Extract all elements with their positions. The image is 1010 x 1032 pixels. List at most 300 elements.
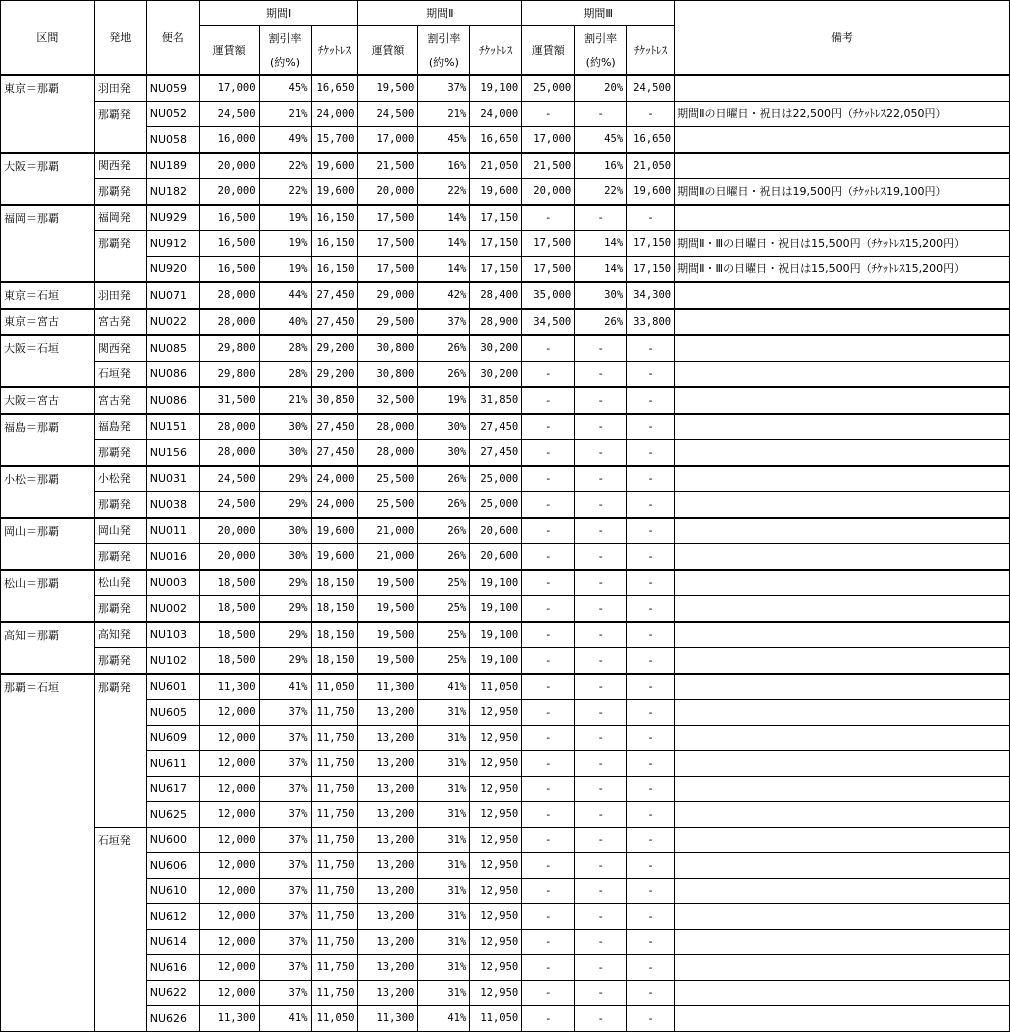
origin-cell: 福岡発 <box>94 205 146 231</box>
p2-ticketless-cell: 12,950 <box>470 751 522 777</box>
table-row <box>1 282 1010 309</box>
p3-ticketless-cell: - <box>627 440 675 466</box>
p2-discount-cell: 31% <box>418 776 470 802</box>
p2-discount-cell: 37% <box>418 75 470 101</box>
p3-ticketless-cell: - <box>627 466 675 492</box>
p2-discount-cell: 31% <box>418 700 470 726</box>
p3-fare-cell: - <box>522 361 575 387</box>
origin-cell <box>94 980 146 1006</box>
remarks-cell <box>675 596 1010 622</box>
section-cell <box>1 256 95 282</box>
p1-ticketless-cell: 18,150 <box>311 622 358 648</box>
table-row <box>1 648 1010 674</box>
p3-ticketless-cell: - <box>627 518 675 544</box>
p1-discount-cell: 37% <box>259 929 311 955</box>
p1-ticketless-cell: 11,750 <box>311 980 358 1006</box>
p2-fare-cell: 32,500 <box>358 387 418 414</box>
origin-cell: 高知発 <box>94 622 146 648</box>
p2-fare-cell: 29,500 <box>358 309 418 336</box>
p3-fare-cell: - <box>522 518 575 544</box>
table-row <box>1 904 1010 930</box>
p2-discount-cell: 25% <box>418 596 470 622</box>
p1-ticketless-cell: 11,750 <box>311 776 358 802</box>
p1-fare-cell: 16,500 <box>199 231 259 257</box>
section-cell <box>1 440 95 466</box>
p1-discount-cell: 29% <box>259 648 311 674</box>
flight-cell: NU189 <box>146 153 199 179</box>
p1-fare-cell: 12,000 <box>199 802 259 828</box>
p1-ticketless-cell: 19,600 <box>311 179 358 205</box>
remarks-cell <box>675 75 1010 101</box>
header-row-1 <box>1 1 1010 26</box>
section-cell <box>1 101 95 127</box>
p1-discount-cell: 22% <box>259 179 311 205</box>
p3-ticketless-cell: - <box>627 622 675 648</box>
p2-ticketless-cell: 12,950 <box>470 776 522 802</box>
p1-fare-cell: 18,500 <box>199 570 259 596</box>
remarks-cell <box>675 802 1010 828</box>
p1-fare-cell: 20,000 <box>199 179 259 205</box>
p2-ticketless-cell: 24,000 <box>470 101 522 127</box>
p2-fare-cell: 29,000 <box>358 282 418 309</box>
table-row <box>1 179 1010 205</box>
header-period2: 期間Ⅱ <box>358 1 522 26</box>
p3-ticketless-cell: - <box>627 827 675 853</box>
remarks-cell <box>675 776 1010 802</box>
p1-discount-cell: 49% <box>259 127 311 153</box>
remarks-cell <box>675 878 1010 904</box>
p1-fare-cell: 18,500 <box>199 648 259 674</box>
p3-discount-cell: - <box>575 387 627 414</box>
p3-discount-cell: 30% <box>575 282 627 309</box>
p2-fare-cell: 13,200 <box>358 980 418 1006</box>
p3-discount-cell: - <box>575 622 627 648</box>
p1-discount-cell: 40% <box>259 309 311 336</box>
p2-fare-cell: 19,500 <box>358 596 418 622</box>
p2-discount-cell: 41% <box>418 674 470 700</box>
p3-discount-cell: - <box>575 414 627 440</box>
p2-discount-cell: 26% <box>418 335 470 361</box>
flight-cell: NU600 <box>146 827 199 853</box>
p1-fare-cell: 16,500 <box>199 256 259 282</box>
table-row <box>1 853 1010 879</box>
p1-discount-cell: 22% <box>259 153 311 179</box>
p1-fare-cell: 12,000 <box>199 853 259 879</box>
flight-cell: NU612 <box>146 904 199 930</box>
p3-fare-cell: - <box>522 544 575 570</box>
p1-ticketless-cell: 24,000 <box>311 101 358 127</box>
p2-ticketless-cell: 12,950 <box>470 827 522 853</box>
p1-ticketless-cell: 11,050 <box>311 674 358 700</box>
p3-ticketless-cell: - <box>627 980 675 1006</box>
p3-ticketless-cell: 17,150 <box>627 231 675 257</box>
p2-fare-cell: 21,500 <box>358 153 418 179</box>
p1-discount-cell: 30% <box>259 414 311 440</box>
p2-discount-cell: 25% <box>418 570 470 596</box>
p2-ticketless-cell: 20,600 <box>470 544 522 570</box>
p1-discount-cell: 37% <box>259 980 311 1006</box>
origin-cell: 那覇発 <box>94 596 146 622</box>
p1-discount-cell: 41% <box>259 674 311 700</box>
p1-discount-cell: 37% <box>259 802 311 828</box>
p3-discount-cell: - <box>575 904 627 930</box>
table-row <box>1 700 1010 726</box>
origin-cell: 福島発 <box>94 414 146 440</box>
p3-fare-cell: - <box>522 622 575 648</box>
p3-discount-cell: - <box>575 802 627 828</box>
p3-fare-cell: - <box>522 387 575 414</box>
flight-cell: NU929 <box>146 205 199 231</box>
table-row <box>1 256 1010 282</box>
flight-cell: NU011 <box>146 518 199 544</box>
p1-fare-cell: 29,800 <box>199 335 259 361</box>
p1-ticketless-cell: 11,750 <box>311 955 358 981</box>
header-p1-ticketless: ﾁｹｯﾄﾚｽ <box>311 26 358 76</box>
flight-cell: NU601 <box>146 674 199 700</box>
p1-discount-cell: 37% <box>259 878 311 904</box>
flight-cell: NU920 <box>146 256 199 282</box>
p2-ticketless-cell: 28,400 <box>470 282 522 309</box>
p1-fare-cell: 11,300 <box>199 674 259 700</box>
flight-cell: NU085 <box>146 335 199 361</box>
p2-fare-cell: 13,200 <box>358 929 418 955</box>
origin-cell <box>94 127 146 153</box>
origin-cell: 小松発 <box>94 466 146 492</box>
p3-ticketless-cell: - <box>627 544 675 570</box>
p3-discount-cell: 26% <box>575 309 627 336</box>
p1-discount-cell: 21% <box>259 387 311 414</box>
p3-fare-cell: 21,500 <box>522 153 575 179</box>
p3-fare-cell: - <box>522 802 575 828</box>
p3-discount-cell: - <box>575 518 627 544</box>
p2-fare-cell: 19,500 <box>358 622 418 648</box>
p3-discount-cell: - <box>575 776 627 802</box>
p1-discount-cell: 37% <box>259 827 311 853</box>
p2-ticketless-cell: 27,450 <box>470 414 522 440</box>
p2-ticketless-cell: 16,650 <box>470 127 522 153</box>
p1-discount-cell: 45% <box>259 75 311 101</box>
p3-ticketless-cell: 17,150 <box>627 256 675 282</box>
p2-fare-cell: 24,500 <box>358 101 418 127</box>
p3-discount-cell: 16% <box>575 153 627 179</box>
p2-ticketless-cell: 17,150 <box>470 205 522 231</box>
origin-cell: 関西発 <box>94 153 146 179</box>
p1-ticketless-cell: 27,450 <box>311 282 358 309</box>
origin-cell <box>94 256 146 282</box>
p3-discount-cell: - <box>575 955 627 981</box>
p3-fare-cell: - <box>522 955 575 981</box>
section-cell: 松山＝那覇 <box>1 570 95 596</box>
table-row <box>1 751 1010 777</box>
table-row <box>1 776 1010 802</box>
p2-ticketless-cell: 11,050 <box>470 674 522 700</box>
remarks-cell <box>675 980 1010 1006</box>
origin-cell <box>94 776 146 802</box>
p1-discount-cell: 37% <box>259 700 311 726</box>
flight-cell: NU071 <box>146 282 199 309</box>
section-cell <box>1 492 95 518</box>
remarks-cell <box>675 648 1010 674</box>
p2-discount-cell: 31% <box>418 878 470 904</box>
p2-ticketless-cell: 20,600 <box>470 518 522 544</box>
section-cell <box>1 648 95 674</box>
p1-ticketless-cell: 24,000 <box>311 492 358 518</box>
section-cell <box>1 1006 95 1032</box>
header-p1-discount: 割引率 <box>259 26 311 51</box>
p1-fare-cell: 16,500 <box>199 205 259 231</box>
p2-ticketless-cell: 19,100 <box>470 75 522 101</box>
p2-fare-cell: 28,000 <box>358 414 418 440</box>
origin-cell: 関西発 <box>94 335 146 361</box>
p1-fare-cell: 24,500 <box>199 466 259 492</box>
p3-ticketless-cell: - <box>627 414 675 440</box>
p3-discount-cell: - <box>575 492 627 518</box>
p3-fare-cell: - <box>522 776 575 802</box>
remarks-cell <box>675 387 1010 414</box>
table-row <box>1 387 1010 414</box>
section-cell <box>1 904 95 930</box>
p1-ticketless-cell: 16,150 <box>311 205 358 231</box>
p2-ticketless-cell: 19,600 <box>470 179 522 205</box>
table-row <box>1 153 1010 179</box>
p3-ticketless-cell: - <box>627 570 675 596</box>
p1-discount-cell: 28% <box>259 335 311 361</box>
p3-fare-cell: - <box>522 648 575 674</box>
p1-ticketless-cell: 19,600 <box>311 544 358 570</box>
p2-discount-cell: 26% <box>418 466 470 492</box>
header-remarks: 備考 <box>675 1 1010 76</box>
p3-discount-cell: - <box>575 101 627 127</box>
flight-cell: NU609 <box>146 725 199 751</box>
p3-ticketless-cell: - <box>627 1006 675 1032</box>
section-cell <box>1 980 95 1006</box>
flight-cell: NU614 <box>146 929 199 955</box>
table-row <box>1 361 1010 387</box>
header-section: 区間 <box>1 1 95 76</box>
p3-ticketless-cell: - <box>627 492 675 518</box>
p3-ticketless-cell: - <box>627 802 675 828</box>
section-cell <box>1 544 95 570</box>
section-cell: 高知＝那覇 <box>1 622 95 648</box>
p2-ticketless-cell: 31,850 <box>470 387 522 414</box>
remarks-cell: 期間Ⅱの日曜日・祝日は19,500円（ﾁｹｯﾄﾚｽ19,100円） <box>675 179 1010 205</box>
p3-ticketless-cell: - <box>627 205 675 231</box>
p2-discount-cell: 26% <box>418 518 470 544</box>
table-row <box>1 878 1010 904</box>
p2-discount-cell: 21% <box>418 101 470 127</box>
p1-ticketless-cell: 11,750 <box>311 827 358 853</box>
section-cell <box>1 751 95 777</box>
p3-discount-cell: - <box>575 440 627 466</box>
p2-ticketless-cell: 17,150 <box>470 256 522 282</box>
header-period3: 期間Ⅲ <box>522 1 675 26</box>
header-period1: 期間Ⅰ <box>199 1 358 26</box>
p1-fare-cell: 28,000 <box>199 282 259 309</box>
p2-ticketless-cell: 30,200 <box>470 335 522 361</box>
p2-fare-cell: 13,200 <box>358 802 418 828</box>
origin-cell: 那覇発 <box>94 101 146 127</box>
p1-ticketless-cell: 19,600 <box>311 153 358 179</box>
flight-cell: NU605 <box>146 700 199 726</box>
section-cell <box>1 596 95 622</box>
p3-ticketless-cell: - <box>627 596 675 622</box>
section-cell: 大阪＝那覇 <box>1 153 95 179</box>
header-origin: 発地 <box>94 1 146 76</box>
remarks-cell <box>675 751 1010 777</box>
p2-fare-cell: 13,200 <box>358 751 418 777</box>
p3-fare-cell: 20,000 <box>522 179 575 205</box>
p2-ticketless-cell: 19,100 <box>470 570 522 596</box>
p2-ticketless-cell: 28,900 <box>470 309 522 336</box>
p3-fare-cell: - <box>522 414 575 440</box>
section-cell: 大阪＝石垣 <box>1 335 95 361</box>
p3-discount-cell: - <box>575 544 627 570</box>
flight-cell: NU022 <box>146 309 199 336</box>
p2-ticketless-cell: 12,950 <box>470 929 522 955</box>
p3-fare-cell: - <box>522 700 575 726</box>
p2-discount-cell: 25% <box>418 648 470 674</box>
p1-ticketless-cell: 29,200 <box>311 361 358 387</box>
p3-discount-cell: - <box>575 335 627 361</box>
remarks-cell <box>675 827 1010 853</box>
flight-cell: NU038 <box>146 492 199 518</box>
p2-fare-cell: 21,000 <box>358 518 418 544</box>
header-p3-discount-note: (約%) <box>575 50 627 75</box>
flight-cell: NU086 <box>146 361 199 387</box>
p3-fare-cell: - <box>522 674 575 700</box>
section-cell <box>1 361 95 387</box>
section-cell: 大阪＝宮古 <box>1 387 95 414</box>
p2-fare-cell: 13,200 <box>358 776 418 802</box>
p3-ticketless-cell: - <box>627 725 675 751</box>
p1-fare-cell: 28,000 <box>199 440 259 466</box>
p2-discount-cell: 31% <box>418 725 470 751</box>
p1-ticketless-cell: 11,750 <box>311 929 358 955</box>
section-cell: 東京＝石垣 <box>1 282 95 309</box>
section-cell <box>1 231 95 257</box>
p2-discount-cell: 31% <box>418 802 470 828</box>
p2-discount-cell: 31% <box>418 827 470 853</box>
table-row <box>1 335 1010 361</box>
p2-discount-cell: 31% <box>418 980 470 1006</box>
origin-cell: 岡山発 <box>94 518 146 544</box>
flight-cell: NU606 <box>146 853 199 879</box>
flight-cell: NU616 <box>146 955 199 981</box>
p1-fare-cell: 12,000 <box>199 929 259 955</box>
p1-ticketless-cell: 11,750 <box>311 751 358 777</box>
table-row <box>1 980 1010 1006</box>
p3-fare-cell: - <box>522 596 575 622</box>
p2-fare-cell: 13,200 <box>358 725 418 751</box>
section-cell <box>1 878 95 904</box>
p3-discount-cell: 14% <box>575 231 627 257</box>
remarks-cell <box>675 570 1010 596</box>
origin-cell <box>94 955 146 981</box>
p3-fare-cell: - <box>522 466 575 492</box>
section-cell <box>1 827 95 853</box>
table-row <box>1 492 1010 518</box>
remarks-cell <box>675 414 1010 440</box>
p2-discount-cell: 26% <box>418 492 470 518</box>
p2-fare-cell: 25,500 <box>358 492 418 518</box>
p3-fare-cell: 17,500 <box>522 256 575 282</box>
p1-discount-cell: 29% <box>259 492 311 518</box>
flight-cell: NU103 <box>146 622 199 648</box>
p2-ticketless-cell: 21,050 <box>470 153 522 179</box>
p2-discount-cell: 22% <box>418 179 470 205</box>
p1-discount-cell: 29% <box>259 622 311 648</box>
p1-discount-cell: 21% <box>259 101 311 127</box>
origin-cell: 那覇発 <box>94 179 146 205</box>
p3-ticketless-cell: - <box>627 878 675 904</box>
table-row <box>1 101 1010 127</box>
p2-fare-cell: 13,200 <box>358 853 418 879</box>
p1-ticketless-cell: 27,450 <box>311 309 358 336</box>
section-cell: 岡山＝那覇 <box>1 518 95 544</box>
p2-ticketless-cell: 27,450 <box>470 440 522 466</box>
flight-cell: NU617 <box>146 776 199 802</box>
p3-ticketless-cell: - <box>627 101 675 127</box>
p1-discount-cell: 37% <box>259 904 311 930</box>
header-p2-discount-note: (約%) <box>418 50 470 75</box>
remarks-cell <box>675 309 1010 336</box>
p1-fare-cell: 12,000 <box>199 955 259 981</box>
origin-cell: 羽田発 <box>94 282 146 309</box>
origin-cell: 石垣発 <box>94 827 146 853</box>
p2-fare-cell: 17,000 <box>358 127 418 153</box>
remarks-cell <box>675 955 1010 981</box>
p1-ticketless-cell: 16,150 <box>311 256 358 282</box>
p1-discount-cell: 37% <box>259 776 311 802</box>
p2-fare-cell: 13,200 <box>358 904 418 930</box>
table-row <box>1 309 1010 336</box>
p2-discount-cell: 45% <box>418 127 470 153</box>
flight-cell: NU151 <box>146 414 199 440</box>
p2-ticketless-cell: 30,200 <box>470 361 522 387</box>
p1-fare-cell: 20,000 <box>199 544 259 570</box>
p3-ticketless-cell: - <box>627 929 675 955</box>
table-row <box>1 622 1010 648</box>
p2-discount-cell: 30% <box>418 414 470 440</box>
remarks-cell <box>675 929 1010 955</box>
p3-fare-cell: 17,000 <box>522 127 575 153</box>
p1-fare-cell: 12,000 <box>199 751 259 777</box>
section-cell <box>1 127 95 153</box>
origin-cell <box>94 700 146 726</box>
p3-discount-cell: - <box>575 980 627 1006</box>
header-p1-fare: 運賃額 <box>199 26 259 76</box>
p3-ticketless-cell: 33,800 <box>627 309 675 336</box>
p2-discount-cell: 42% <box>418 282 470 309</box>
origin-cell: 石垣発 <box>94 361 146 387</box>
p2-ticketless-cell: 12,950 <box>470 980 522 1006</box>
remarks-cell <box>675 853 1010 879</box>
p1-ticketless-cell: 11,750 <box>311 725 358 751</box>
p2-fare-cell: 17,500 <box>358 256 418 282</box>
table-row <box>1 596 1010 622</box>
table-row <box>1 127 1010 153</box>
p3-discount-cell: - <box>575 700 627 726</box>
p2-ticketless-cell: 12,950 <box>470 878 522 904</box>
p2-discount-cell: 14% <box>418 205 470 231</box>
p2-discount-cell: 16% <box>418 153 470 179</box>
remarks-cell <box>675 282 1010 309</box>
p1-ticketless-cell: 15,700 <box>311 127 358 153</box>
table-row <box>1 466 1010 492</box>
p2-fare-cell: 19,500 <box>358 648 418 674</box>
origin-cell <box>94 751 146 777</box>
table-row <box>1 1006 1010 1032</box>
